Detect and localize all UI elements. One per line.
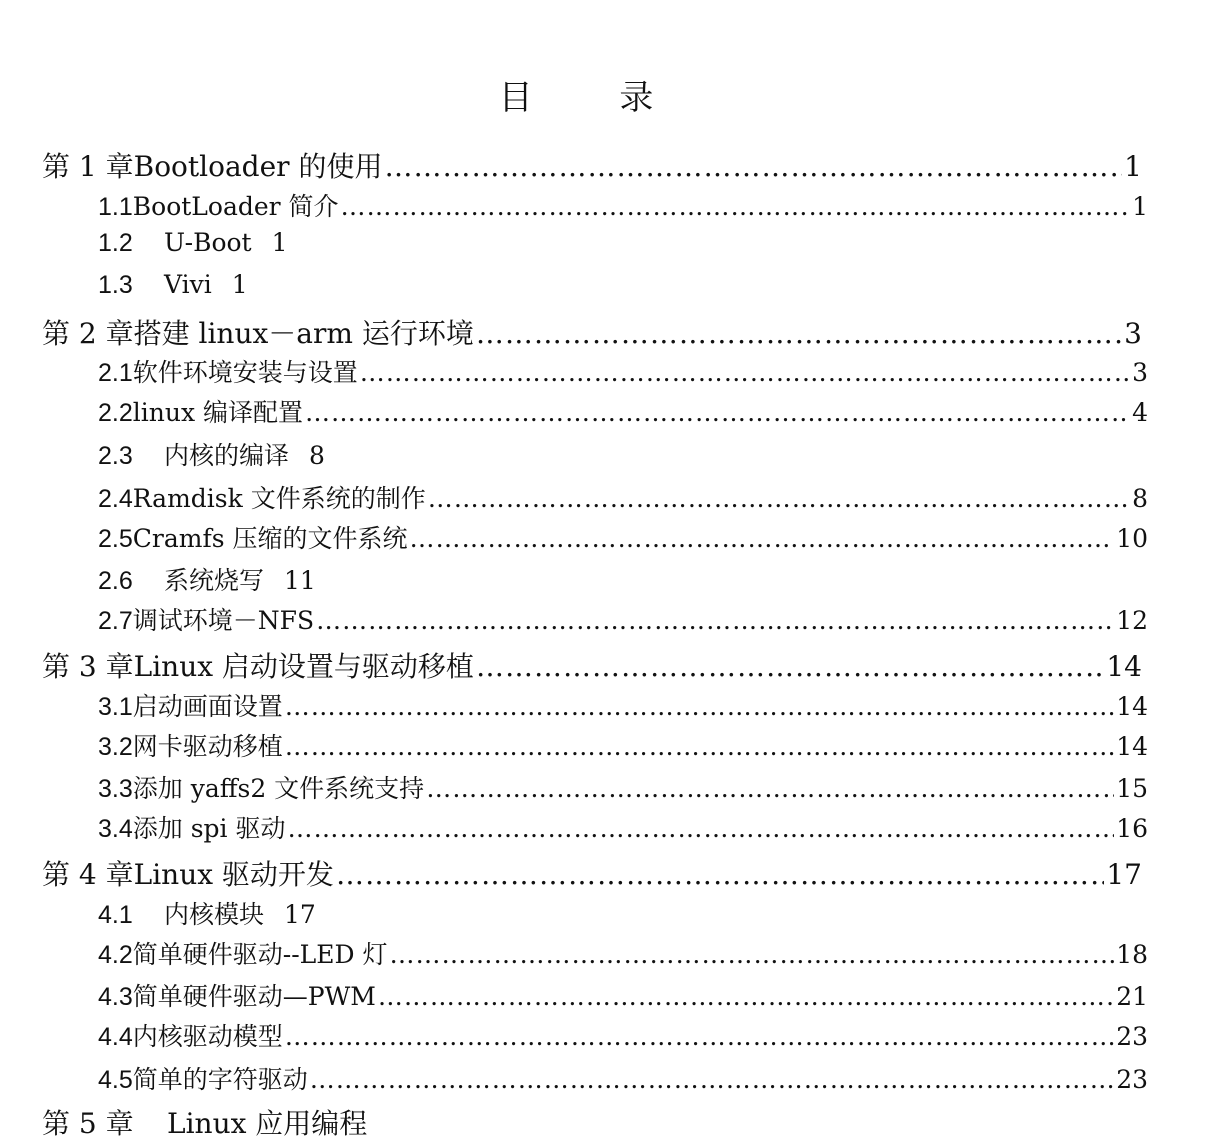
page-number: 10 xyxy=(1116,524,1148,553)
dot-leader xyxy=(390,940,1115,969)
section-number: 2.3 xyxy=(98,442,133,470)
section-number: 4.4 xyxy=(98,1023,133,1051)
toc-section-entry[interactable] xyxy=(98,895,1148,931)
dot-leader xyxy=(476,317,1122,350)
entry-title: 搭建 linux－arm 运行环境 xyxy=(133,317,474,350)
dot-leader xyxy=(285,692,1114,721)
page-number: 17 xyxy=(1106,858,1142,891)
page-number: 1 xyxy=(271,228,288,257)
page-number: 4 xyxy=(1132,398,1148,427)
toc-chapter-entry[interactable] xyxy=(42,145,1142,185)
chapter-label: 第 4 章 xyxy=(42,858,134,891)
toc-section-entry[interactable] xyxy=(98,809,1148,845)
dot-leader xyxy=(384,150,1122,183)
dot-leader xyxy=(285,732,1114,761)
toc-section-entry[interactable] xyxy=(98,561,1148,597)
entry-title: U-Boot xyxy=(164,228,252,257)
section-number: 3.1 xyxy=(98,693,133,721)
entry-title: linux 编译配置 xyxy=(132,398,304,427)
entry-title: 内核驱动模型 xyxy=(132,1022,283,1051)
chapter-label: 第 2 章 xyxy=(42,317,134,350)
dot-leader xyxy=(378,982,1114,1011)
chapter-label: 第 3 章 xyxy=(42,650,134,683)
toc-section-entry[interactable] xyxy=(98,479,1148,515)
entry-title: 系统烧写 xyxy=(164,566,265,595)
toc-section-entry[interactable] xyxy=(98,977,1148,1013)
dot-leader xyxy=(410,524,1115,553)
toc-section-entry[interactable] xyxy=(98,436,1148,472)
toc-section-entry[interactable] xyxy=(98,935,1148,971)
page-number: 1 xyxy=(1132,192,1148,221)
page-number: 16 xyxy=(1116,814,1148,843)
section-number: 3.3 xyxy=(98,775,133,803)
section-number: 4.2 xyxy=(98,941,133,969)
toc-section-entry[interactable] xyxy=(98,187,1148,223)
entry-title: Ramdisk 文件系统的制作 xyxy=(132,484,426,513)
toc-section-entry[interactable] xyxy=(98,1060,1148,1096)
section-number: 2.1 xyxy=(98,359,133,387)
section-number: 3.2 xyxy=(98,733,133,761)
toc-section-entry[interactable] xyxy=(98,687,1148,723)
page-number: 18 xyxy=(1116,940,1148,969)
toc-section-entry[interactable] xyxy=(98,228,1148,258)
entry-title: 添加 yaffs2 文件系统支持 xyxy=(132,774,425,803)
page-number: 3 xyxy=(1124,317,1142,350)
dot-leader xyxy=(285,1022,1114,1051)
page-number: 23 xyxy=(1116,1065,1148,1094)
page-number: 15 xyxy=(1116,774,1148,803)
page-number: 23 xyxy=(1116,1022,1148,1051)
page-number: 11 xyxy=(284,566,316,595)
dot-leader xyxy=(288,814,1115,843)
entry-title: 内核模块 xyxy=(164,900,265,929)
entry-title: 简单的字符驱动 xyxy=(132,1065,308,1094)
page-number: 17 xyxy=(284,900,316,929)
toc-title: 目 录 xyxy=(498,78,692,118)
entry-title: 启动画面设置 xyxy=(132,692,283,721)
entry-title: 网卡驱动移植 xyxy=(132,732,283,761)
entry-title: 简单硬件驱动--LED 灯 xyxy=(132,940,388,969)
entry-title: Linux 启动设置与驱动移植 xyxy=(133,650,474,683)
toc-chapter-entry[interactable] xyxy=(42,645,1142,685)
entry-title: 内核的编译 xyxy=(164,441,290,470)
section-number: 4.1 xyxy=(98,901,133,929)
entry-title: 简单硬件驱动—PWM xyxy=(132,982,376,1011)
dot-leader xyxy=(341,192,1131,221)
dot-leader xyxy=(360,358,1130,387)
toc-section-entry[interactable] xyxy=(98,727,1148,763)
toc-section-entry[interactable] xyxy=(98,519,1148,555)
page-number: 14 xyxy=(1116,692,1148,721)
toc-section-entry[interactable] xyxy=(98,769,1148,805)
page-number: 8 xyxy=(1132,484,1148,513)
dot-leader xyxy=(310,1065,1114,1094)
entry-title: Bootloader 的使用 xyxy=(133,150,383,183)
section-number: 4.5 xyxy=(98,1066,133,1094)
section-number: 3.4 xyxy=(98,815,133,843)
page-number: 21 xyxy=(1116,982,1148,1011)
toc-section-entry[interactable] xyxy=(98,601,1148,637)
section-number: 2.5 xyxy=(98,525,133,553)
page-number: 8 xyxy=(309,441,325,470)
toc-chapter-entry[interactable] xyxy=(42,312,1142,352)
section-number: 1.3 xyxy=(98,271,133,299)
entry-title: BootLoader 简介 xyxy=(132,192,339,221)
toc-chapter-entry[interactable] xyxy=(42,1102,1142,1142)
toc-section-entry[interactable] xyxy=(98,393,1148,429)
dot-leader xyxy=(305,398,1130,427)
toc-section-entry[interactable] xyxy=(98,1017,1148,1053)
dot-leader xyxy=(428,484,1130,513)
entry-title: Cramfs 压缩的文件系统 xyxy=(132,524,408,553)
entry-title: Vivi xyxy=(164,270,212,299)
page-number: 1 xyxy=(1124,150,1142,183)
dot-leader xyxy=(336,858,1104,891)
entry-title: 添加 spi 驱动 xyxy=(132,814,286,843)
section-number: 2.7 xyxy=(98,607,133,635)
page-number: 1 xyxy=(231,270,248,299)
chapter-label: 第 5 章 xyxy=(42,1107,134,1140)
dot-leader xyxy=(476,650,1104,683)
section-number: 2.2 xyxy=(98,399,133,427)
entry-title: 软件环境安装与设置 xyxy=(132,358,358,387)
page-number: 12 xyxy=(1116,606,1148,635)
dot-leader xyxy=(316,606,1114,635)
toc-section-entry[interactable] xyxy=(98,270,1148,300)
chapter-label: 第 1 章 xyxy=(42,150,134,183)
page-number: 3 xyxy=(1132,358,1148,387)
section-number: 2.6 xyxy=(98,567,133,595)
toc-chapter-entry[interactable] xyxy=(42,853,1142,893)
page-number: 14 xyxy=(1116,732,1148,761)
section-number: 4.3 xyxy=(98,983,133,1011)
page-number: 14 xyxy=(1106,650,1142,683)
entry-title: Linux 应用编程 xyxy=(167,1107,368,1140)
entry-title: 调试环境－NFS xyxy=(132,606,315,635)
section-number: 1.2 xyxy=(98,229,133,257)
section-number: 1.1 xyxy=(98,193,133,221)
toc-section-entry[interactable] xyxy=(98,353,1148,389)
dot-leader xyxy=(426,774,1114,803)
entry-title: Linux 驱动开发 xyxy=(133,858,334,891)
section-number: 2.4 xyxy=(98,485,133,513)
